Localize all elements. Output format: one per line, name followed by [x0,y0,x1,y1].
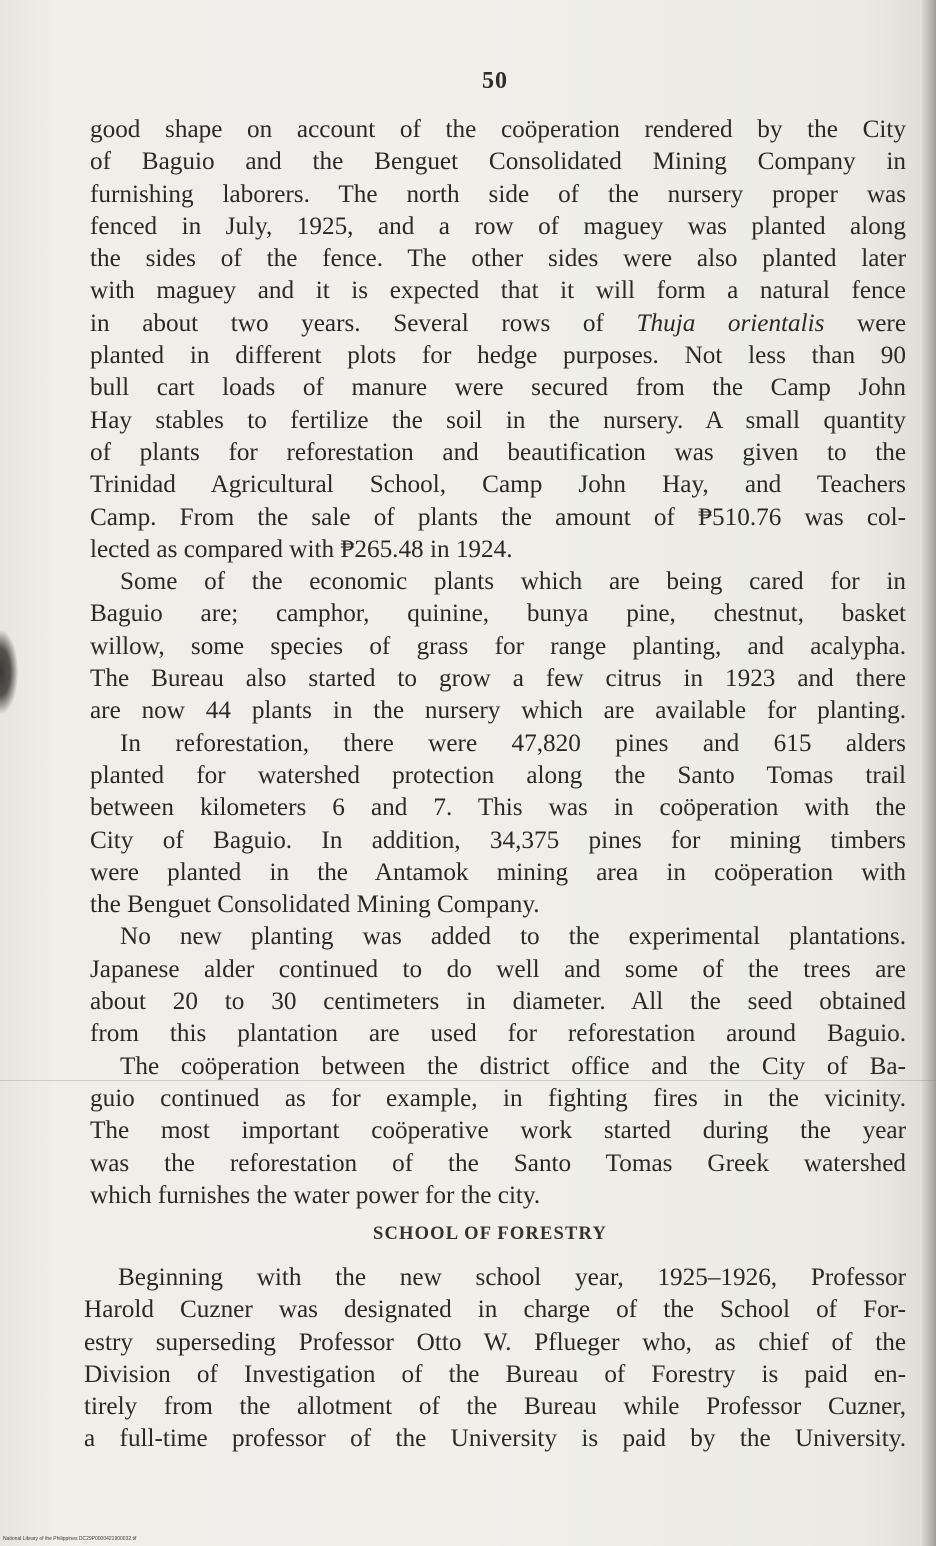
text-line: willow, some species of grass for range planting, and acalypha. [90,632,906,660]
paragraph-1 [90,114,906,566]
page-number: 50 [482,68,508,94]
text-line: Harold Cuzner was designated in charge of the School of For- [84,1296,906,1324]
paragraph-2 [90,566,906,727]
text-line: the sides of the fence. The other sides were also planted later [90,245,906,273]
text-line: Division of Investigation of the Bureau of Forestry is paid en- [84,1360,906,1388]
text-line: bull cart loads of manure were secured from the Camp John [90,374,906,402]
text-line: are now 44 plants in the nursery which are available for planting. [90,697,906,725]
text-line: which furnishes the water power for the city. [90,1181,541,1209]
text-line: Hay stables to fertilize the soil in the nursery. A small quantity [90,406,906,434]
text-line: The Bureau also started to grow a few citrus in 1923 and there [90,665,906,693]
text-line: lected as compared with ₱265.48 in 1924. [90,535,513,563]
text-line: Camp. From the sale of plants the amount of ₱510.76 was col- [90,503,906,531]
text-line: between kilometers 6 and 7. This was in coöperation with the [90,794,906,822]
text-fragment: were [824,309,906,337]
text-line: good shape on account of the coöperation rendered by the City [90,116,906,143]
text-line: tirely from the allotment of the Bureau while Professor Cuzner, [84,1393,906,1421]
text-line: The most important coöperative work started during the year [90,1117,906,1145]
text-line: a full-time professor of the University is paid by the University. [84,1425,906,1453]
text-line: City of Baguio. In addition, 34,375 pines for mining timbers [90,826,906,854]
text-line: Baguio are; camphor, quinine, bunya pine, chestnut, basket [90,600,906,628]
text-line-with-italic [90,308,906,340]
section-text [84,1262,906,1456]
main-text [90,114,906,1212]
section-paragraph [84,1262,906,1456]
scan-footer: National Library of the Philippines DC29P0000421900032.tif [3,1536,137,1542]
text-line: planted in different plots for hedge purposes. Not less than 90 [90,342,906,370]
text-line: furnishing laborers. The north side of the nursery proper was [90,180,906,208]
text-line: guio continued as for example, in fighting fires in the vicinity. [90,1084,906,1112]
text-line: about 20 to 30 centimeters in diameter. All the seed obtained [90,988,906,1016]
text-line: Trinidad Agricultural School, Camp John Hay, and Teachers [90,471,906,499]
text-line: fenced in July, 1925, and a row of maguey was planted along [90,212,906,240]
text-line: Japanese alder continued to do well and some of the trees are [90,955,906,983]
text-line: planted for watershed protection along the Santo Tomas trail [90,761,906,789]
binding-mark [0,630,18,714]
text-line: the Benguet Consolidated Mining Company. [90,891,540,919]
paragraph-3 [90,728,906,922]
text-line: of Baguio and the Benguet Consolidated Mining Company in [90,148,906,176]
text-line: In reforestation, there were 47,820 pines and 615 alders [120,729,906,757]
text-line: was the reforestation of the Santo Tomas Greek watershed [90,1149,906,1177]
text-line: No new planting was added to the experimental plantations. [120,923,906,951]
text-line: The coöperation between the district office and the City of Ba- [120,1052,906,1080]
text-line: Some of the economic plants which are being cared for in [120,568,906,596]
paragraph-5 [90,1051,906,1212]
italic-term: Thuja orientalis [636,309,825,337]
text-line: from this plantation are used for reforestation around Baguio. [90,1020,906,1048]
text-line: estry superseding Professor Otto W. Pflueger who, as chief of the [84,1328,906,1356]
text-line: Beginning with the new school year, 1925–1926, Professor [118,1264,906,1291]
paragraph-4 [90,921,906,1050]
text-line: with maguey and it is expected that it will form a natural fence [90,277,906,305]
text-line: of plants for reforestation and beautification was given to the [90,438,906,466]
page-edge-shadow [922,0,936,1546]
text-line: were planted in the Antamok mining area in coöperation with [90,858,906,886]
section-heading: SCHOOL OF FORESTRY [372,1224,608,1244]
text-fragment: in about two years. Several rows of [90,309,637,337]
